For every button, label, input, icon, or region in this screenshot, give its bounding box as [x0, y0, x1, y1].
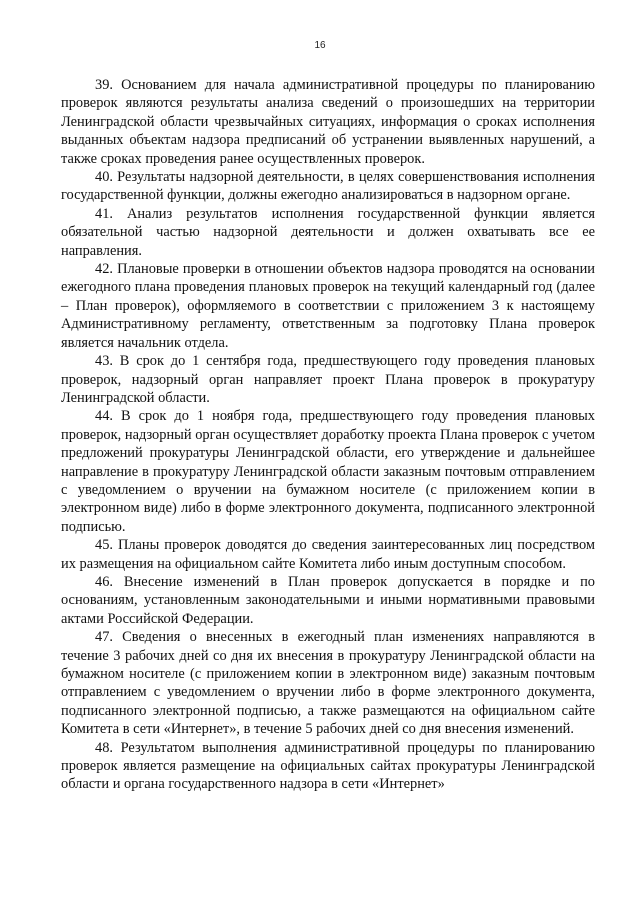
paragraph-39: 39. Основанием для начала административной процедуры по планированию проверок являются результаты анализа сведений о произошедших на территории Ленинградской области чрезвычайных ситуациях, информация о сроках исполнения выданных объектам надзора предписаний об устранении выявленных нарушений, а также сроках проведения ранее осуществленных проверок.: [61, 77, 595, 167]
paragraph-41: 41. Анализ результатов исполнения государственной функции является обязательной частью надзорной деятельности и должен охватывать все ее направления.: [61, 205, 595, 259]
paragraph-40: 40. Результаты надзорной деятельности, в целях совершенствования исполнения государственной функции, должны ежегодно анализироваться в надзорном органе.: [61, 169, 595, 204]
document-body: [61, 76, 595, 794]
paragraph-46: 46. Внесение изменений в План проверок допускается в порядке и по основаниям, установленным законодательными и иными нормативными правовыми актами Российской Федерации.: [61, 573, 595, 627]
paragraph-47: 47. Сведения о внесенных в ежегодный план изменениях направляются в течение 3 рабочих дней со дня их внесения в прокуратуру Ленинградской области на бумажном носителе (с приложением копии в электронном виде) заказным почтовым отправлением с уведомлением о вручении либо в форме электронного документа, подписанного электронной подписью, а также размещаются на официальном сайте Комитета в сети «Интернет», в течение 5 рабочих дней со дня внесения изменений.: [61, 629, 595, 738]
paragraph-42: 42. Плановые проверки в отношении объектов надзора проводятся на основании ежегодного плана проведения плановых проверок на текущий календарный год (далее – План проверок), оформляемого в соответствии с приложением 3 к настоящему Административному регламенту, ответственным за подготовку Плана проверок является начальник отдела.: [61, 261, 595, 351]
paragraph-43: 43. В срок до 1 сентября года, предшествующего году проведения плановых проверок, надзорный орган направляет проект Плана проверок в прокуратуру Ленинградской области.: [61, 353, 595, 406]
paragraph-48: 48. Результатом выполнения административной процедуры по планированию проверок является размещение на официальных сайтах прокуратуры Ленинградской области и органа государственного надзора в сети «Интернет»: [61, 739, 595, 793]
paragraph-44: 44. В срок до 1 ноября года, предшествующего году проведения плановых проверок, надзорный орган осуществляет доработку проекта Плана проверок с учетом предложений прокуратуры Ленинградской области, его утверждение и дальнейшее направление в прокуратуру Ленинградской области заказным почтовым отправлением с уведомлением о вручении на бумажном носителе (с приложением копии в электронном виде) либо в форме электронного документа, подписанного электронной подписью.: [61, 408, 595, 535]
page-number: 16: [314, 40, 326, 51]
paragraph-45: 45. Планы проверок доводятся до сведения заинтересованных лиц посредством их размещения на официальном сайте Комитета либо иным доступным способом.: [61, 537, 595, 572]
